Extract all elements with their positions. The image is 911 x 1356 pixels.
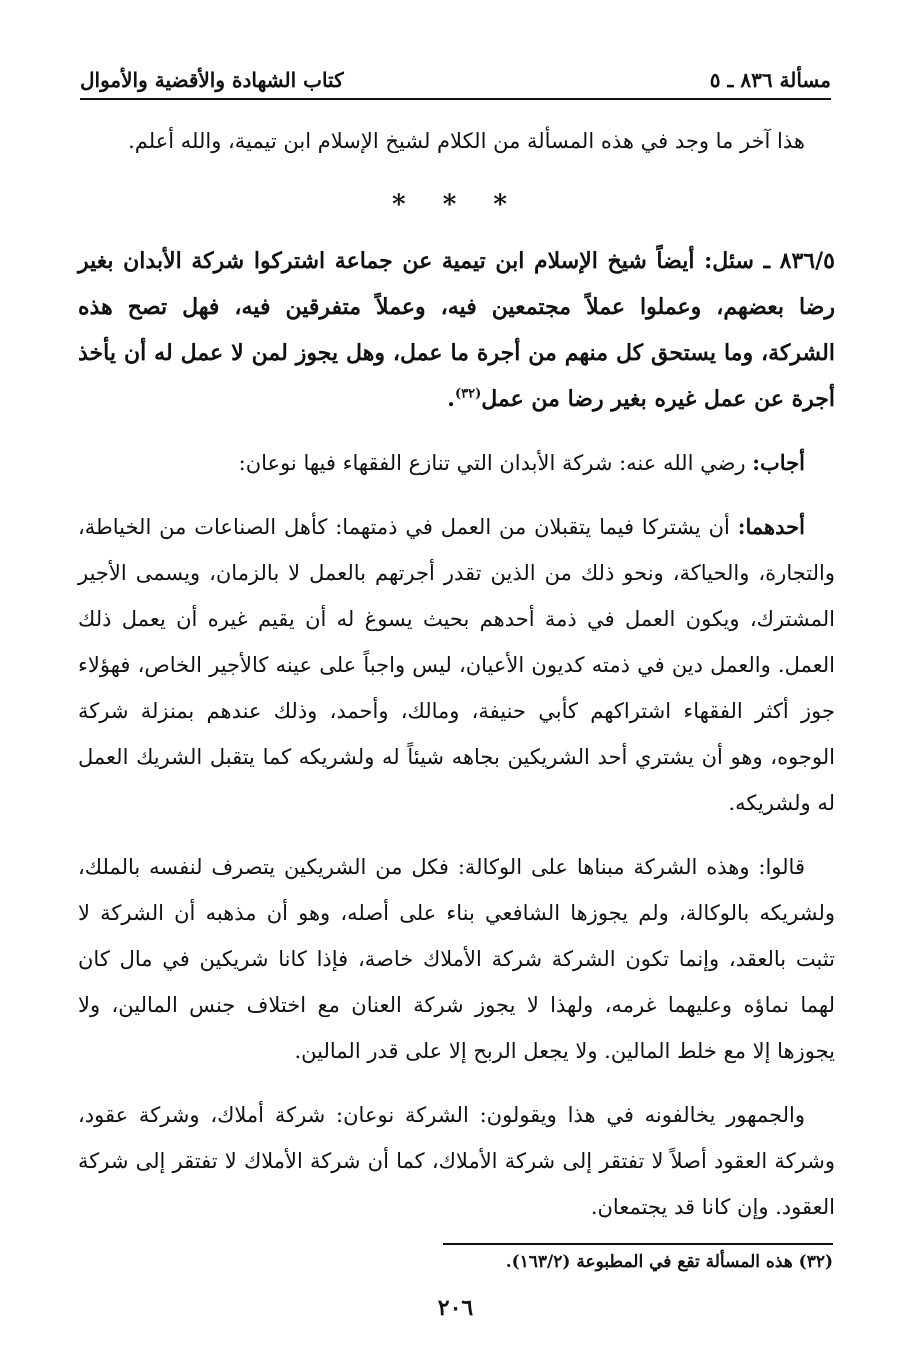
answer-text: رضي الله عنه: شركة الأبدان التي تنازع الفقهاء فيها نوعان: [238,451,746,475]
first-type-text: أن يشتركا فيما يتقبلان من العمل في ذمتهما: كأهل الصناعات من الخياطة، والتجارة، والحياكة، ونحو ذلك من الذين تقدر أجرتهم بالعمل لا بالزمان، ويسمى الأجير المشترك، ويكون العمل في ذمة أحدهم بحيث يسوغ له أن يقيم غيره أن يعمل ذلك العمل. والعمل دين في ذمته كديون الأعيان، ليس واجباً على عينه كالأجير الخاص، فهؤلاء جوز أكثر الفقهاء اشتراكهم كأبي حنيفة، ومالك، وأحمد، وذلك عندهم بمنزلة شركة الوجوه، وهو أن يشتري أحد الشريكين بجاهه شيئاً له ولشريكه كما يتقبل الشريك العمل له ولشريكه. [78,515,835,815]
intro-paragraph: هذا آخر ما وجد في هذه المسألة من الكلام لشيخ الإسلام ابن تيمية، والله أعلم. [128,129,805,153]
answer-lead: أجاب: [752,450,805,475]
question-paragraph [78,238,835,422]
agency-paragraph: قالوا: وهذه الشركة مبناها على الوكالة: فكل من الشريكين يتصرف لنفسه بالملك، ولشريكه بالوكالة، ولم يجوزها الشافعي بناء على أصله، وهو أن مذهبه أن الشركة لا تثبت بالعقد، وإنما تكون الشركة شركة الأملاك خاصة، فإذا كانا شريكين في مال كان لهما نماؤه وعليهما غرمه، ولهذا لا يجوز شركة العنان مع اختلاف جنس المالين، ولا يجوزها إلا مع خلط المالين. ولا يجعل الربح إلا على قدر المالين. [78,855,835,1063]
question-number: ٨٣٦/٥ ـ سئل: [704,248,835,274]
header-issue-number: مسألة ٨٣٦ ـ ٥ [709,68,831,92]
majority-paragraph: والجمهور يخالفونه في هذا ويقولون: الشركة نوعان: شركة أملاك، وشركة عقود، وشركة العقود أصلاً لا تفتقر إلى شركة الأملاك، كما أن شركة الأملاك لا تفتقر إلى شركة العقود. وإن كانا قد يجتمعان. [78,1103,835,1219]
running-header [80,58,831,100]
footnote-divider [443,1243,833,1245]
page-number: ٢٠٦ [437,1295,474,1321]
question-end: . [447,386,455,412]
header-book-title: كتاب الشهادة والأقضية والأموال [80,68,344,92]
question-text: أيضاً شيخ الإسلام ابن تيمية عن جماعة اشتركوا شركة الأبدان بغير رضا بعضهم، وعملوا عملاً مجتمعين فيه، وعملاً متفرقين فيه، فهل تصح هذه الشركة، وما يستحق كل منهم من أجرة ما عمل، وهل يجوز لمن لا عمل له أن يأخذ أجرة عن عمل غيره بغير رضا من عمل [78,248,835,412]
first-type-lead: أحدهما: [737,514,805,539]
footnote-reference[interactable]: (٣٢) [454,386,482,402]
first-type-paragraph [78,504,835,826]
section-separator: * * * [392,190,521,220]
footnote-text: (٣٢) هذه المسألة تقع في المطبوعة (١٦٣/٢). [505,1252,833,1272]
page-body [78,118,835,1248]
answer-paragraph [78,440,835,486]
